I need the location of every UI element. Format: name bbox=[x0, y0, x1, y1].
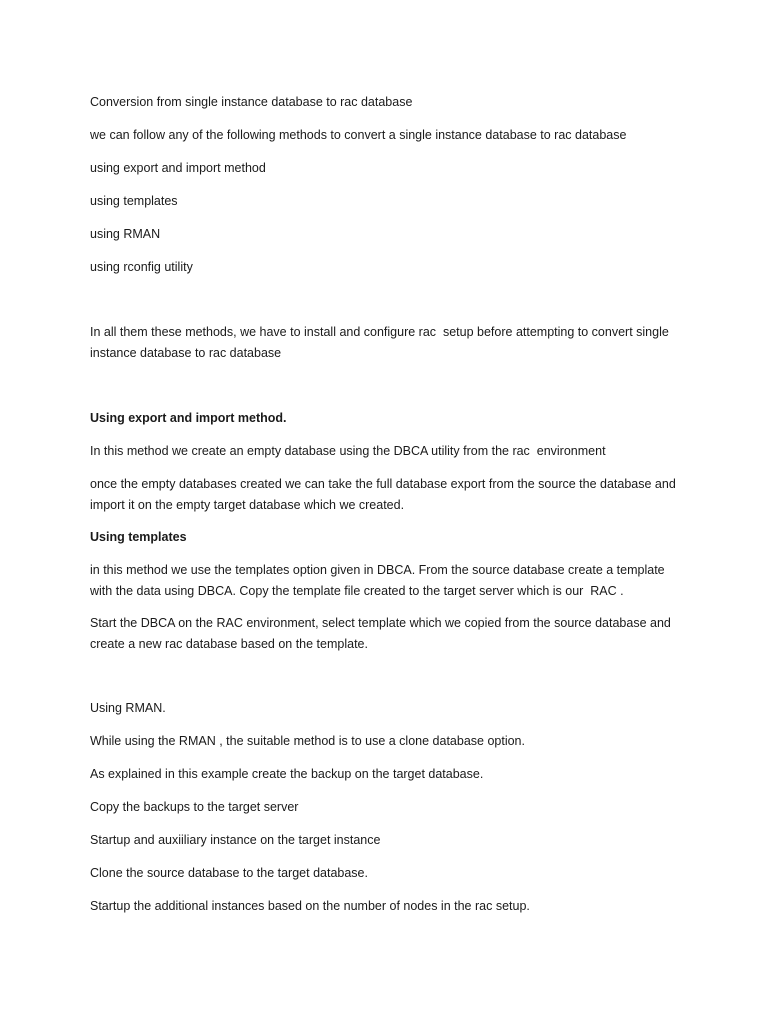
rman-step-1: While using the RMAN , the suitable method is to use a clone database option. bbox=[90, 734, 525, 748]
export-import-paragraph-1: In this method we create an empty database using the DBCA utility from the rac environment bbox=[90, 444, 606, 458]
rman-step-4: Startup and auxiiliary instance on the target instance bbox=[90, 833, 381, 847]
templates-paragraph-2: Start the DBCA on the RAC environment, select template which we copied from the source database and create a new rac database based on the template. bbox=[90, 616, 675, 651]
rman-step-3: Copy the backups to the target server bbox=[90, 800, 299, 814]
method-item-rman: using RMAN bbox=[90, 227, 161, 241]
templates-paragraph-1: in this method we use the templates option given in DBCA. From the source database create a template with the data using DBCA. Copy the template file created to the target server which is our RAC . bbox=[90, 563, 669, 598]
rman-step-6: Startup the additional instances based on the number of nodes in the rac setup. bbox=[90, 899, 530, 913]
intro-paragraph: we can follow any of the following methods to convert a single instance database to rac database bbox=[90, 128, 627, 142]
rman-step-5: Clone the source database to the target database. bbox=[90, 866, 368, 880]
rman-step-2: As explained in this example create the backup on the target database. bbox=[90, 767, 484, 781]
export-import-paragraph-2: once the empty databases created we can take the full database export from the source the database and import it on the empty target database which we created. bbox=[90, 477, 680, 512]
rman-heading: Using RMAN. bbox=[90, 701, 166, 715]
templates-heading: Using templates bbox=[90, 530, 187, 544]
export-import-heading: Using export and import method. bbox=[90, 411, 287, 425]
document-title: Conversion from single instance database to rac database bbox=[90, 95, 413, 109]
method-item-export-import: using export and import method bbox=[90, 161, 266, 175]
method-item-rconfig: using rconfig utility bbox=[90, 260, 193, 274]
method-item-templates: using templates bbox=[90, 194, 178, 208]
prerequisite-paragraph: In all them these methods, we have to install and configure rac setup before attempting to convert single instance database to rac database bbox=[90, 325, 673, 360]
